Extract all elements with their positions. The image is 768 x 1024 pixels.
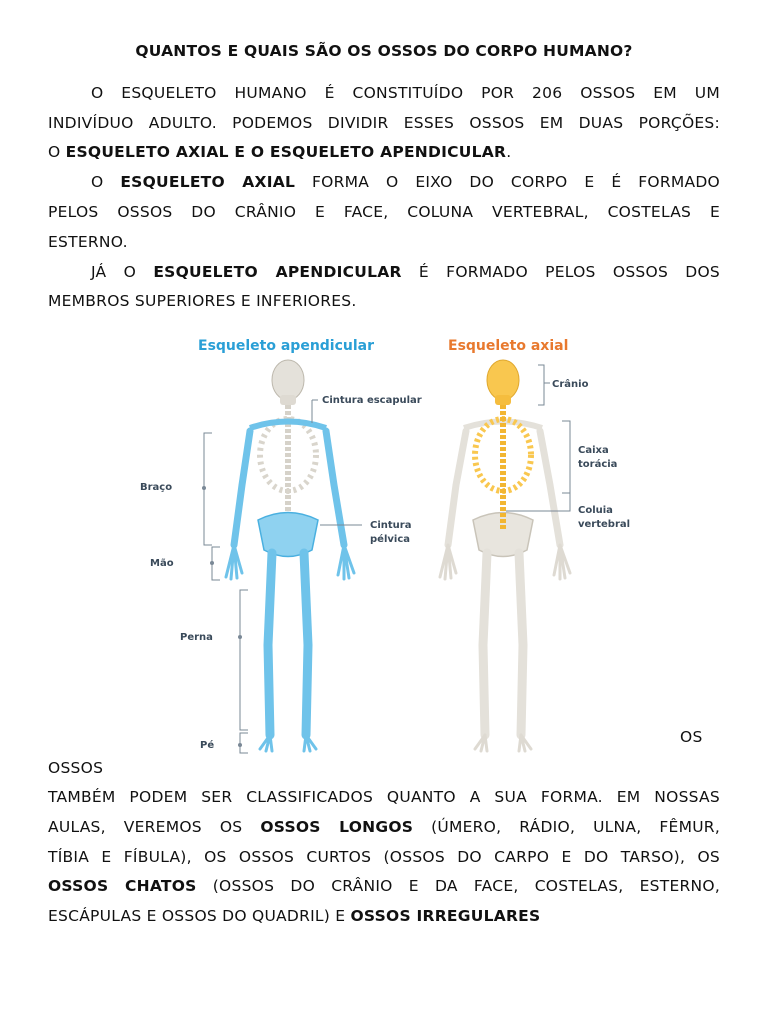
dot-perna (238, 635, 242, 639)
axial-right-foot-shape (519, 735, 531, 751)
bold-text: OSSOS CHATOS (48, 877, 197, 895)
dot-braco (202, 486, 206, 490)
label-caixa-1: Caixa (578, 445, 609, 456)
left-labels (140, 395, 422, 751)
paragraph-1-line-3 (48, 142, 720, 162)
right-leg-shape (304, 553, 308, 735)
bracket-perna (240, 590, 248, 730)
text-run: JÁ O (91, 263, 154, 281)
bold-text: ESQUELETO AXIAL E O ESQUELETO APENDICULAR (65, 143, 507, 161)
paragraph-4-line-4 (48, 876, 720, 896)
right-arm-shape (326, 431, 344, 545)
paragraph-4-line-5 (48, 906, 720, 926)
axial-skull-shape (487, 360, 519, 400)
jaw-shape (280, 395, 296, 405)
skeleton-axial (440, 360, 570, 751)
paragraph-1-line-2: INDIVÍDUO ADULTO. PODEMOS DIVIDIR ESSES OSSOS EM DUAS PORÇÕES: (48, 114, 720, 132)
left-foot-shape (260, 735, 272, 751)
text-run: O (48, 143, 66, 161)
bracket-caixa (562, 421, 570, 493)
paragraph-4-line-2 (48, 817, 720, 837)
text-run: (OSSOS DO CRÂNIO E DA FACE, COSTELAS, ESTERNO, (196, 877, 720, 895)
bracket-pe (240, 733, 248, 753)
axial-left-arm-shape (448, 431, 466, 545)
figure-title-axial: Esqueleto axial (448, 338, 569, 354)
word-ossos: OSSOS (48, 759, 104, 777)
paragraph-2-line-3: ESTERNO. (48, 233, 128, 251)
label-perna: Perna (180, 632, 213, 643)
text-run: . (506, 143, 512, 161)
label-coluna-2: vertebral (578, 519, 631, 530)
label-mao: Mão (150, 558, 174, 569)
paragraph-3-line-2: MEMBROS SUPERIORES E INFERIORES. (48, 292, 357, 310)
text-run: É FORMADO PELOS OSSOS DOS (401, 263, 720, 281)
left-hand-shape (226, 545, 242, 579)
axial-jaw-shape (495, 395, 511, 405)
paragraph-1-line-1: O ESQUELETO HUMANO É CONSTITUÍDO POR 206 OSSOS EM UM (91, 84, 720, 102)
dot-pe (238, 743, 242, 747)
right-hand-shape (338, 545, 354, 579)
word-os: OS (680, 728, 703, 746)
text-run: (ÚMERO, RÁDIO, ULNA, FÊMUR, (413, 818, 720, 836)
paragraph-4-line-3: TÍBIA E FÍBULA), OS OSSOS CURTOS (OSSOS DO CARPO E DO TARSO), OS (48, 848, 720, 866)
figure-title-apendicular: Esqueleto apendicular (198, 338, 375, 354)
pelvis-shape (258, 513, 318, 557)
text-run: ESCÁPULAS E OSSOS DO QUADRIL) E (48, 907, 351, 925)
right-foot-shape (304, 735, 316, 751)
axial-left-hand-shape (440, 545, 456, 579)
leader-coluna (506, 493, 570, 511)
axial-right-hand-shape (554, 545, 570, 579)
paragraph-4-line-1: TAMBÉM PODEM SER CLASSIFICADOS QUANTO A SUA FORMA. EM NOSSAS (48, 788, 720, 806)
axial-right-arm-shape (540, 431, 560, 545)
paragraph-2-line-2: PELOS OSSOS DO CRÂNIO E FACE, COLUNA VERTEBRAL, COSTELAS E (48, 203, 720, 221)
label-cintura-escapular: Cintura escapular (322, 395, 422, 406)
bracket-cranio (538, 365, 544, 405)
axial-left-leg-shape (483, 553, 487, 735)
label-pe: Pé (200, 740, 215, 751)
left-brackets (204, 400, 362, 753)
label-cintura-pelvica-2: pélvica (370, 534, 410, 545)
left-leg-shape (268, 553, 272, 735)
label-braco: Braço (140, 482, 173, 493)
label-coluna-1: Coluia (578, 505, 613, 516)
skull-shape (272, 360, 304, 400)
paragraph-3-line-1 (48, 262, 720, 282)
bold-text: ESQUELETO AXIAL (120, 173, 296, 191)
text-run: O (91, 173, 121, 191)
bracket-cintura-escapular (312, 400, 318, 423)
skeleton-apendicular (226, 360, 354, 751)
page-title: QUANTOS E QUAIS SÃO OS OSSOS DO CORPO HUMANO? (135, 42, 633, 60)
right-labels (552, 378, 630, 530)
bold-text: ESQUELETO APENDICULAR (153, 263, 402, 281)
label-cranio: Crânio (552, 379, 589, 390)
skeleton-figure (130, 325, 650, 765)
left-arm-shape (234, 431, 250, 545)
axial-left-foot-shape (475, 735, 487, 751)
text-run: FORMA O EIXO DO CORPO E É FORMADO (295, 173, 720, 191)
dot-mao (210, 561, 214, 565)
bold-text: OSSOS LONGOS (260, 818, 414, 836)
text-run: AULAS, VEREMOS OS (48, 818, 261, 836)
label-cintura-pelvica-1: Cintura (370, 520, 412, 531)
paragraph-2-line-1 (48, 172, 720, 192)
bold-text: OSSOS IRREGULARES (350, 907, 541, 925)
label-caixa-2: torácia (578, 459, 618, 470)
axial-right-leg-shape (519, 553, 523, 735)
